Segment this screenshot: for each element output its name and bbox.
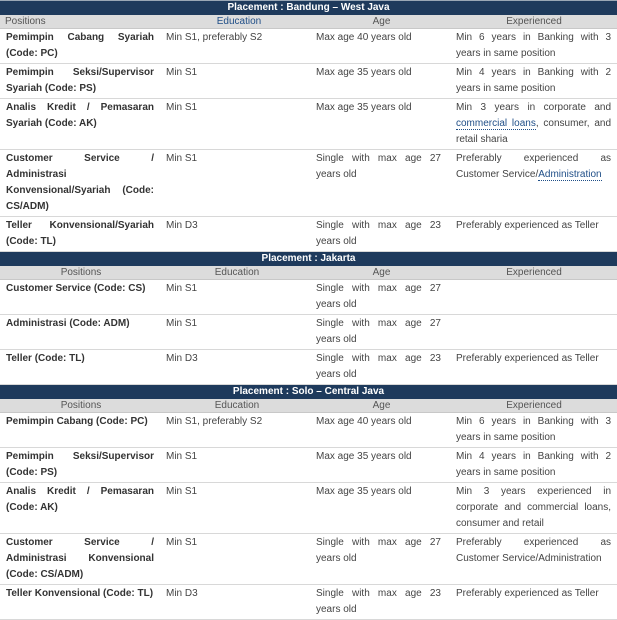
- header-education: Education: [162, 15, 312, 29]
- education-cell: Min D3: [162, 350, 312, 385]
- education-cell: Min S1: [162, 534, 312, 585]
- age-cell: Max age 35 years old: [312, 448, 451, 483]
- table-row: [0, 315, 617, 350]
- table-row: [0, 483, 617, 534]
- age-cell: Single with max age 27 years old: [312, 280, 451, 315]
- header-age: Age: [312, 15, 451, 29]
- experienced-cell: [451, 99, 617, 150]
- section-banner-solo: [0, 385, 617, 400]
- section-title: Placement : Jakarta: [0, 252, 617, 267]
- position-cell: Pemimpin Seksi/Supervisor (Code: PS): [0, 448, 162, 483]
- table-row: [0, 280, 617, 315]
- experienced-cell: [451, 315, 617, 350]
- position-cell: Analis Kredit / Pemasaran (Code: AK): [0, 483, 162, 534]
- position-cell: Teller Konvensional/Syariah (Code: TL): [0, 217, 162, 252]
- section-title: Placement : Solo – Central Java: [0, 385, 617, 400]
- experienced-text: Preferably experienced as Customer Service/: [456, 153, 612, 180]
- commercial-loans-link[interactable]: commercial loans: [456, 118, 536, 129]
- experienced-cell: Preferably experienced as Teller: [451, 350, 617, 385]
- header-positions: Positions: [0, 15, 162, 29]
- position-cell: Customer Service / Administrasi Konvensional/Syariah (Code: CS/ADM): [0, 150, 162, 217]
- experienced-cell: Preferably experienced as Teller: [451, 585, 617, 620]
- position-cell: Pemimpin Seksi/Supervisor Syariah (Code: PS): [0, 64, 162, 99]
- column-headers: [0, 15, 617, 29]
- education-cell: Min S1: [162, 280, 312, 315]
- position-cell: Pemimpin Cabang Syariah (Code: PC): [0, 29, 162, 64]
- position-cell: Customer Service / Administrasi Konvensional (Code: CS/ADM): [0, 534, 162, 585]
- experienced-text: , consumer, and retail sharia: [456, 118, 612, 145]
- section-title: Placement : Bandung – West Java: [0, 1, 617, 16]
- header-experienced: Experienced: [451, 266, 617, 280]
- section-banner-jakarta: [0, 252, 617, 267]
- header-education: Education: [162, 266, 312, 280]
- education-cell: Min S1: [162, 315, 312, 350]
- age-cell: Max age 35 years old: [312, 99, 451, 150]
- table-row: [0, 150, 617, 217]
- experienced-cell: Min 3 years experienced in corporate and commercial loans, consumer and retail: [451, 483, 617, 534]
- position-cell: Analis Kredit / Pemasaran Syariah (Code: AK): [0, 99, 162, 150]
- experienced-cell: Min 6 years in Banking with 3 years in same position: [451, 29, 617, 64]
- position-cell: Customer Service (Code: CS): [0, 280, 162, 315]
- experienced-cell: Min 4 years in Banking with 2 years in same position: [451, 448, 617, 483]
- education-cell: Min S1: [162, 483, 312, 534]
- position-cell: Pemimpin Cabang (Code: PC): [0, 413, 162, 448]
- education-cell: Min S1: [162, 150, 312, 217]
- table-row: [0, 29, 617, 64]
- table-row: [0, 585, 617, 620]
- position-cell: Teller Konvensional (Code: TL): [0, 585, 162, 620]
- education-cell: Min S1, preferably S2: [162, 29, 312, 64]
- experienced-text: Min 3 years in corporate and: [456, 102, 612, 113]
- section-banner-bandung: [0, 1, 617, 16]
- header-positions: Positions: [0, 266, 162, 280]
- experienced-cell: Preferably experienced as Customer Service/Administration: [451, 534, 617, 585]
- age-cell: Single with max age 23 years old: [312, 585, 451, 620]
- header-education: Education: [162, 399, 312, 413]
- experienced-cell: Min 4 years in Banking with 2 years in same position: [451, 64, 617, 99]
- age-cell: Single with max age 23 years old: [312, 350, 451, 385]
- age-cell: Max age 35 years old: [312, 64, 451, 99]
- experienced-cell: [451, 280, 617, 315]
- header-age: Age: [312, 399, 451, 413]
- education-cell: Min S1: [162, 448, 312, 483]
- position-cell: Administrasi (Code: ADM): [0, 315, 162, 350]
- column-headers: [0, 266, 617, 280]
- age-cell: Single with max age 27 years old: [312, 315, 451, 350]
- age-cell: Max age 40 years old: [312, 29, 451, 64]
- experienced-cell: [451, 150, 617, 217]
- experienced-cell: Preferably experienced as Teller: [451, 217, 617, 252]
- age-cell: Single with max age 23 years old: [312, 217, 451, 252]
- header-experienced: Experienced: [451, 399, 617, 413]
- age-cell: Max age 35 years old: [312, 483, 451, 534]
- header-positions: Positions: [0, 399, 162, 413]
- age-cell: Single with max age 27 years old: [312, 534, 451, 585]
- position-cell: Teller (Code: TL): [0, 350, 162, 385]
- table-row: [0, 534, 617, 585]
- administration-link[interactable]: Administration: [538, 169, 602, 180]
- header-experienced: Experienced: [451, 15, 617, 29]
- education-cell: Min S1, preferably S2: [162, 413, 312, 448]
- education-cell: Min D3: [162, 585, 312, 620]
- experienced-cell: Min 6 years in Banking with 3 years in same position: [451, 413, 617, 448]
- age-cell: Max age 40 years old: [312, 413, 451, 448]
- table-row: [0, 217, 617, 252]
- column-headers: [0, 399, 617, 413]
- education-cell: Min S1: [162, 99, 312, 150]
- table-row: [0, 64, 617, 99]
- table-row: [0, 448, 617, 483]
- education-cell: Min D3: [162, 217, 312, 252]
- table-row: [0, 99, 617, 150]
- table-row: [0, 350, 617, 385]
- header-age: Age: [312, 266, 451, 280]
- education-cell: Min S1: [162, 64, 312, 99]
- table-row: [0, 413, 617, 448]
- age-cell: Single with max age 27 years old: [312, 150, 451, 217]
